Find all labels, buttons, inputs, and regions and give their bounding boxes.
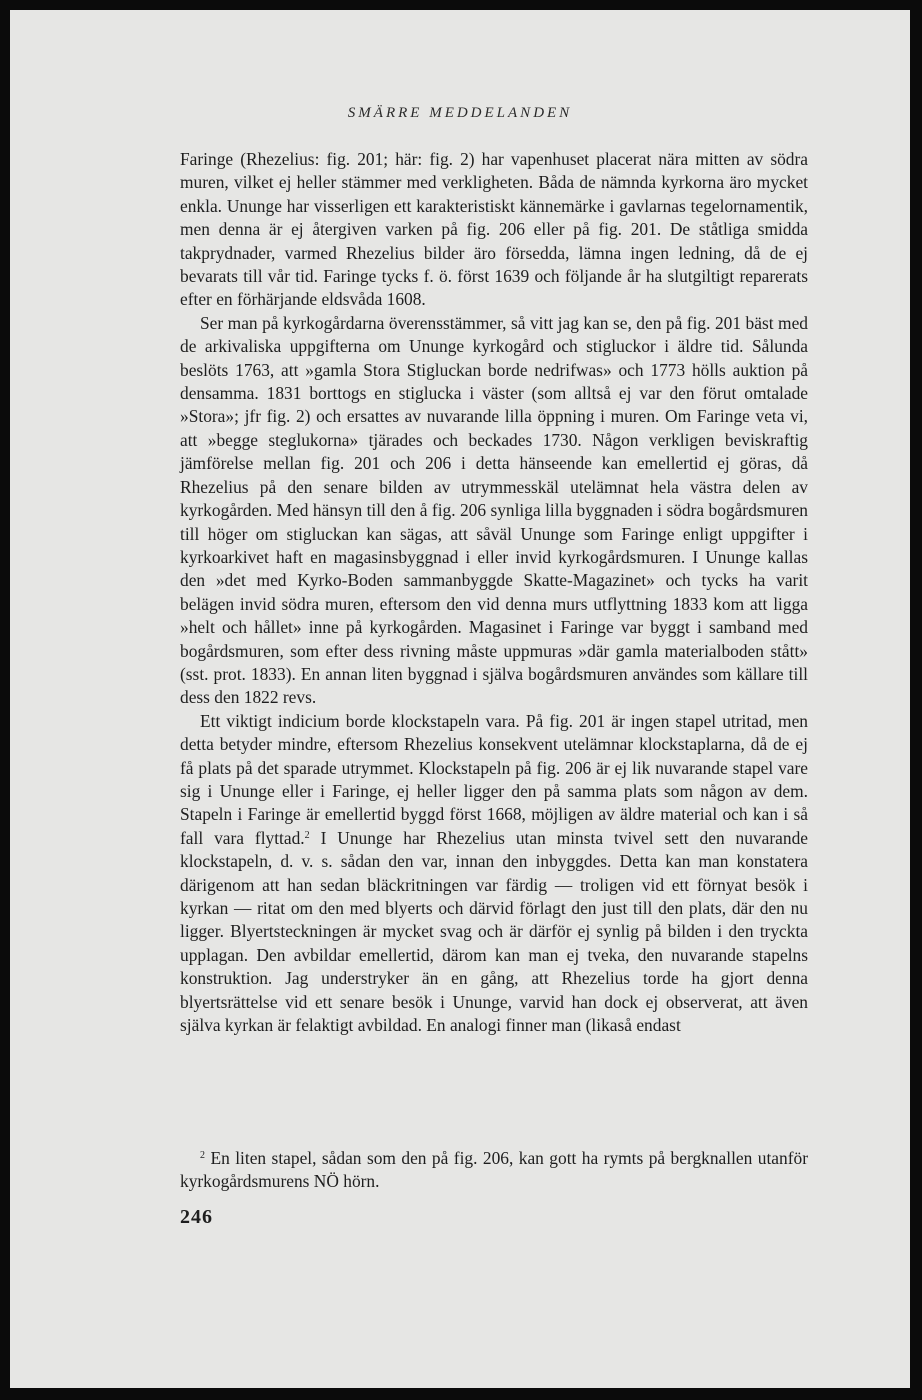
paragraph-3 (180, 710, 808, 1038)
footnote-marker: 2 (200, 1150, 205, 1161)
paragraph-3-continuation: I Ununge har Rhezelius utan minsta tvivel sett den nuvarande klockstapeln, d. v. s. sådan den var, innan den inbyggdes. Detta kan man konstatera därigenom att han sedan bläckritningen var färdig — troligen vid ett förnyat besök i kyrkan — ritat om den med blyerts och därvid förlagt den just till den plats, där den nu ligger. Blyertsteckningen är mycket svag och är därför ej synlig på bilden i den tryckta upplagan. Den avbildar emellertid, därom kan man ej tveka, den nuvarande stapelns konstruktion. Jag understryker än en gång, att Rhezelius torde ha gjort denna blyertsrättelse vid ett senare besök i Ununge, varvid han dock ej observerat, att även själva kyrkan är felaktigt avbildad. En analogi finner man (likaså endast (180, 827, 808, 1036)
book-page (10, 10, 910, 1388)
footnote-text: En liten stapel, sådan som den på fig. 206, kan gott ha rymts på bergknallen utanför kyrkogårdsmurens NÖ hörn. (180, 1148, 808, 1191)
footnote-reference: 2 (304, 829, 310, 841)
running-head: SMÄRRE MEDDELANDEN (347, 105, 573, 121)
paragraph-2: Ser man på kyrkogårdarna överensstämmer, så vitt jag kan se, den på fig. 201 bäst med de arkivaliska uppgifterna om Ununge kyrkogård och stigluckor i äldre tid. Sålunda beslöts 1763, att »gamla Stora Stigluckan borde nedrifwas» och 1773 hölls auktion på densamma. 1831 borttogs en stiglucka i väster (som alltså ej var den förut omtalade »Stora»; jfr fig. 2) och ersattes av nuvarande lilla öppning i muren. Om Faringe veta vi, att »begge steglukorna» tjärades och beckades 1730. Någon verkligen beviskraftig jämförelse mellan fig. 201 och 206 i detta hänseende kan emellertid ej göras, då Rhezelius på den senare bilden av utrymmesskäl utelämnat hela västra delen av kyrkogården. Med hänsyn till den å fig. 206 synliga lilla byggnaden i södra bogårdsmuren till höger om stigluckan kan sägas, att såväl Ununge som Faringe enligt uppgifter i kyrkoarkivet haft en magasinsbyggnad i eller invid kyrkogårdsmuren. I Ununge kallas den »det med Kyrko-Boden sammanbyggde Skatte-Magazinet» och tycks ha varit belägen invid södra muren, eftersom den vid denna murs utflyttning 1833 kom att ligga »helt och hållet» inne på kyrkogården. Magasinet i Faringe var byggt i samband med bogårdsmuren, som efter dess rivning måste uppmuras »där gamla materialboden stått» (sst. prot. 1833). En annan liten byggnad i själva bogårdsmuren användes som källare till dess den 1822 revs. (180, 312, 808, 708)
footnote (180, 1147, 808, 1193)
paragraph-1: Faringe (Rhezelius: fig. 201; här: fig. 2) har vapenhuset placerat nära mitten av södra muren, vilket ej heller stämmer med verkligheten. Båda de nämnda kyrkorna äro mycket enkla. Ununge har visserligen ett karakteristiskt kännemärke i gavlarnas tegelornamentik, men denna är ej återgiven varken på fig. 206 eller på fig. 201. De ståtliga smidda takprydnader, varmed Rhezelius bilder äro försedda, lämna ingen ledning, då de ej bevarats till vår tid. Faringe tycks f. ö. först 1639 och följande år ha slutgiltigt reparerats efter en förhärjande eldsvåda 1608. (180, 149, 808, 310)
body-text (180, 148, 808, 1037)
page-number: 246 (180, 1206, 213, 1228)
paragraph-3-text: Ett viktigt indicium borde klockstapeln vara. På fig. 201 är ingen stapel utritad, men detta betyder mindre, eftersom Rhezelius konsekvent utelämnar klockstaplarna, då de ej få plats på det sparade utrymmet. Klockstapeln på fig. 206 är ej lik nuvarande stapel vare sig i Ununge eller i Faringe, ej heller ligger den på samma plats som någon av dem. Stapeln i Faringe är emellertid byggd först 1668, möjligen av äldre material och kan i så fall vara flyttad. (180, 710, 808, 848)
